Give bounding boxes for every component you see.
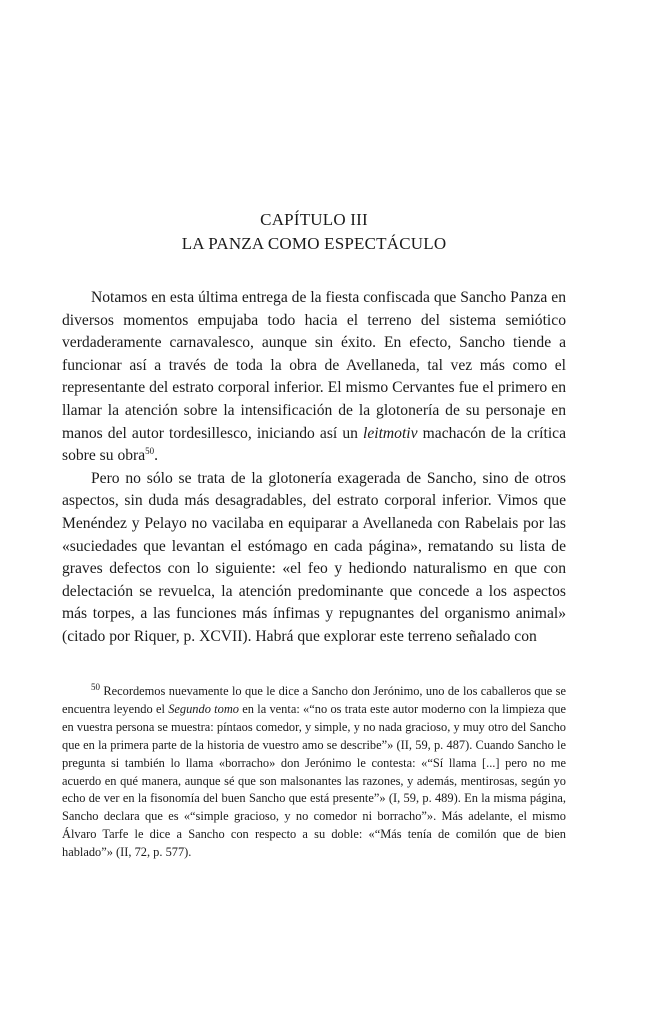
footnote-text: Recordemos nuevamente lo que le dice a Sancho don Jerónimo, uno de los caballeros que se encuentra leyendo el [62, 684, 566, 716]
footnote-number: 50 [91, 681, 100, 692]
chapter-heading [62, 208, 566, 256]
italic-title: Segundo tomo [168, 701, 239, 716]
paragraph [62, 287, 566, 468]
chapter-title: LA PANZA COMO ESPECTÁCULO [181, 234, 447, 253]
footnote-text: en la venta: «“no os trata este autor moderno con la limpieza que en vuestra persona se muestra: píntaos comedor, y simple, y no nada gracioso, y muy otro del Sancho que en la primera parte de la historia de vuestro amo se describe”» (II, 59, p. 487). Cuando Sancho le pregunta si también lo llama «borracho» don Jerónimo le contesta: «“Sí llama [...] pero no me acuerdo en qué manera, aunque sé que son malsonantes las razones, y además, mentirosas, según yo echo de ver en la fisonomía del buen Sancho que está presente”» (I, 59, p. 489). En la misma página, Sancho declara que es «“simple gracioso, y no comedor ni borracho”». Más adelante, el mismo Álvaro Tarfe le dice a Sancho con respecto a su doble: «“Más tenía de comilón que de bien hablado”» (II, 72, p. 577). [62, 701, 566, 860]
paragraph: Pero no sólo se trata de la glotonería exagerada de Sancho, sino de otros aspectos, sin duda más desagradables, del estrato corporal inferior. Vimos que Menéndez y Pelayo no vacilaba en equiparar a Avellaneda con Rabelais por las «suciedades que levantan el estómago en cada página», rematando su lista de graves defectos con lo siguiente: «el feo y hediondo naturalismo en que con delectación se revuelca, la atención predominante que concede a los aspectos más torpes, a las funciones más ínfimas y repugnantes del organismo animal» (citado por Riquer, p. XCVII). Habrá que explorar este terreno señalado con [62, 469, 566, 645]
footnote [62, 683, 566, 862]
paragraph-text: Notamos en esta última entrega de la fiesta confiscada que Sancho Panza en diversos momentos empujaba todo hacia el terreno del sistema semiótico verdaderamente carnavalesco, aunque sin éxito. En efecto, Sancho tiende a funcionar así a través de toda la obra de Avellaneda, tal vez más como el representante del estrato corporal inferior. El mismo Cervantes fue el primero en llamar la atención sobre la intensificación de la glotonería de su personaje en manos del autor tordesillesco, iniciando así un [62, 289, 566, 442]
italic-term: leitmotiv [362, 424, 418, 442]
footnote-reference: 50 [145, 445, 155, 456]
chapter-number: CAPÍTULO III [260, 210, 368, 229]
footnotes [62, 683, 566, 862]
body-text [62, 287, 566, 649]
paragraph-text: machacón de la crítica sobre su obra [62, 424, 566, 465]
paragraph-end: . [154, 447, 159, 465]
